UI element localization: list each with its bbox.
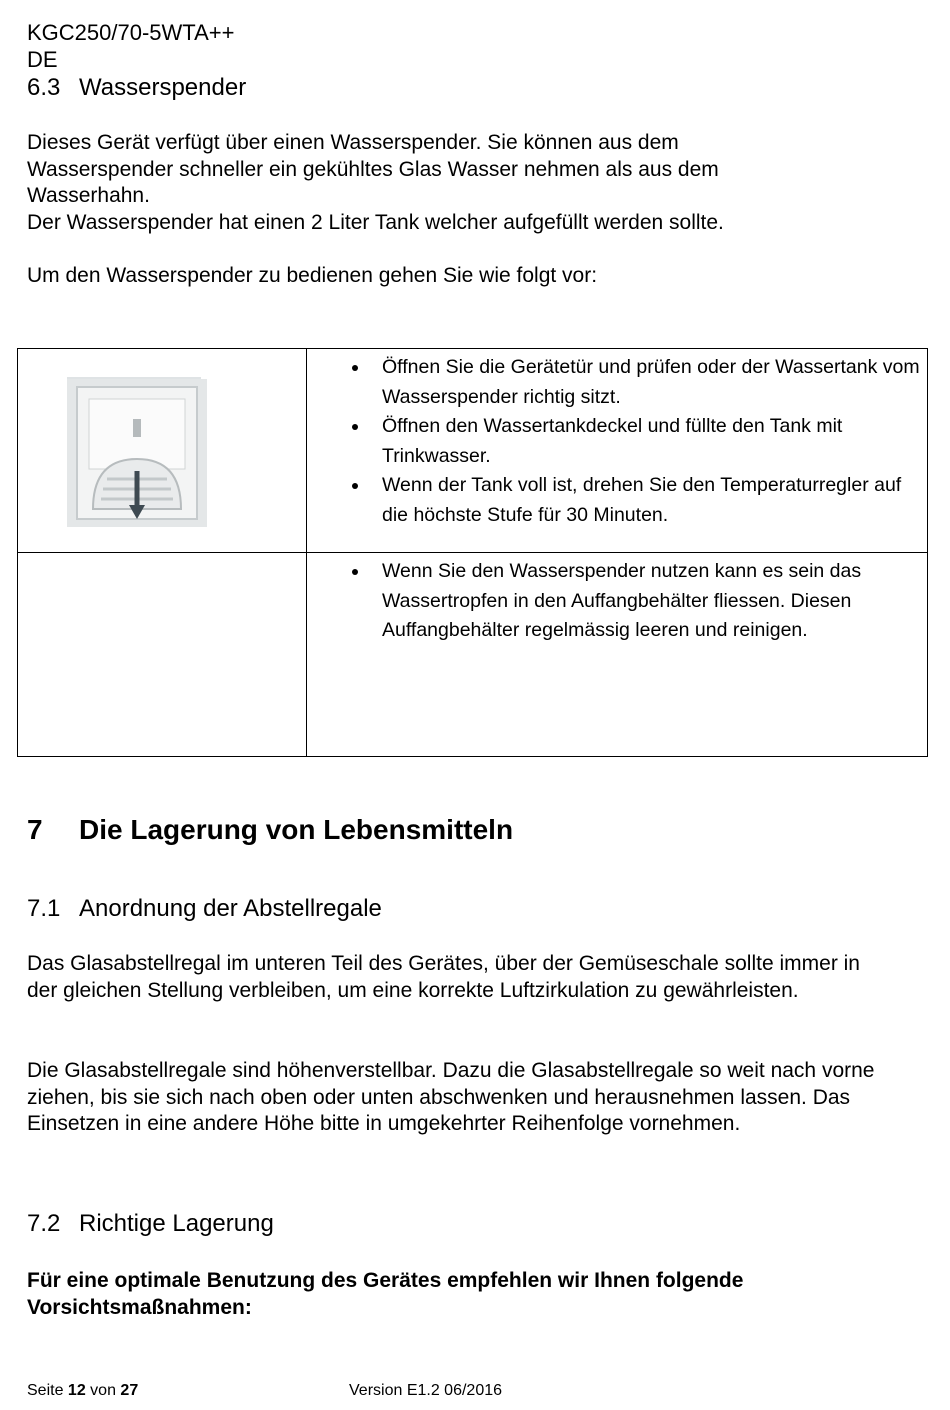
list-item: Wenn Sie den Wasserspender nutzen kann es sein das Wassertropfen in den Auffangbehälter fliessen. Diesen Auffangbehälter regelmässig leeren und reinigen. — [307, 557, 927, 646]
model-header: KGC250/70-5WTA++ — [27, 20, 235, 45]
water-dispenser-instructions-intro: Um den Wasserspender zu bedienen gehen Sie wie folgt vor: — [27, 264, 598, 287]
list-item: Öffnen den Wassertankdeckel und füllte den Tank mit Trinkwasser. — [307, 412, 927, 471]
section-7-heading — [27, 812, 513, 848]
section-title: Wasserspender — [79, 74, 247, 101]
text-cell — [307, 349, 928, 553]
precautions-intro: Für eine optimale Benutzung des Gerätes empfehlen wir Ihnen folgende Vorsichtsmaßnahmen: — [27, 1269, 744, 1319]
shelf-height-paragraph: Die Glasabstellregale sind höhenverstellbar. Dazu die Glasabstellregale so weit nach vorne ziehen, bis sie sich nach oben oder unten abschwenken und herausnehmen lassen. Das Einsetzen in eine andere Höhe bitte in umgekehrter Reihenfolge vornehmen. — [27, 1059, 875, 1135]
section-number: 6.3 — [27, 74, 61, 101]
instructions-table — [17, 348, 928, 757]
text-cell — [307, 553, 928, 757]
language-header: DE — [27, 47, 58, 72]
section-7-2-heading — [27, 1210, 274, 1238]
section-number: 7 — [27, 814, 43, 845]
bullet-list — [307, 349, 927, 530]
section-7-1-heading — [27, 895, 382, 923]
section-number: 7.2 — [27, 1210, 61, 1237]
table-row — [18, 553, 928, 757]
total-pages: 27 — [120, 1382, 139, 1399]
section-number: 7.1 — [27, 895, 61, 922]
image-cell — [18, 553, 307, 757]
section-title: Die Lagerung von Lebensmitteln — [79, 814, 514, 845]
section-title: Anordnung der Abstellregale — [79, 895, 382, 922]
shelf-arrangement-paragraph: Das Glasabstellregal im unteren Teil des Gerätes, über der Gemüseschale sollte immer in der gleichen Stellung verbleiben, um eine korrekte Luftzirkulation zu gewährleisten. — [27, 952, 860, 1002]
water-dispenser-intro: Dieses Gerät verfügt über einen Wasserspender. Sie können aus dem Wasserspender schneller ein gekühltes Glas Wasser nehmen als aus dem Wasserhahn. — [27, 131, 719, 207]
section-title: Richtige Lagerung — [79, 1210, 274, 1237]
bullet-list — [307, 553, 927, 646]
list-item: Wenn der Tank voll ist, drehen Sie den Temperaturregler auf die höchste Stufe für 30 Minuten. — [307, 471, 927, 530]
section-6-3-heading — [27, 74, 246, 102]
current-page: 12 — [67, 1382, 86, 1399]
list-item: Öffnen Sie die Gerätetür und prüfen oder der Wassertank vom Wasserspender richtig sitzt. — [307, 353, 927, 412]
drip-tray-photo — [67, 379, 207, 527]
page-number — [27, 1381, 138, 1401]
version-label: Version E1.2 06/2016 — [349, 1382, 503, 1399]
water-dispenser-tank-info: Der Wasserspender hat einen 2 Liter Tank welcher aufgefüllt werden sollte. — [27, 211, 724, 234]
page-prefix: Seite — [27, 1382, 64, 1399]
page-mid: von — [90, 1382, 116, 1399]
